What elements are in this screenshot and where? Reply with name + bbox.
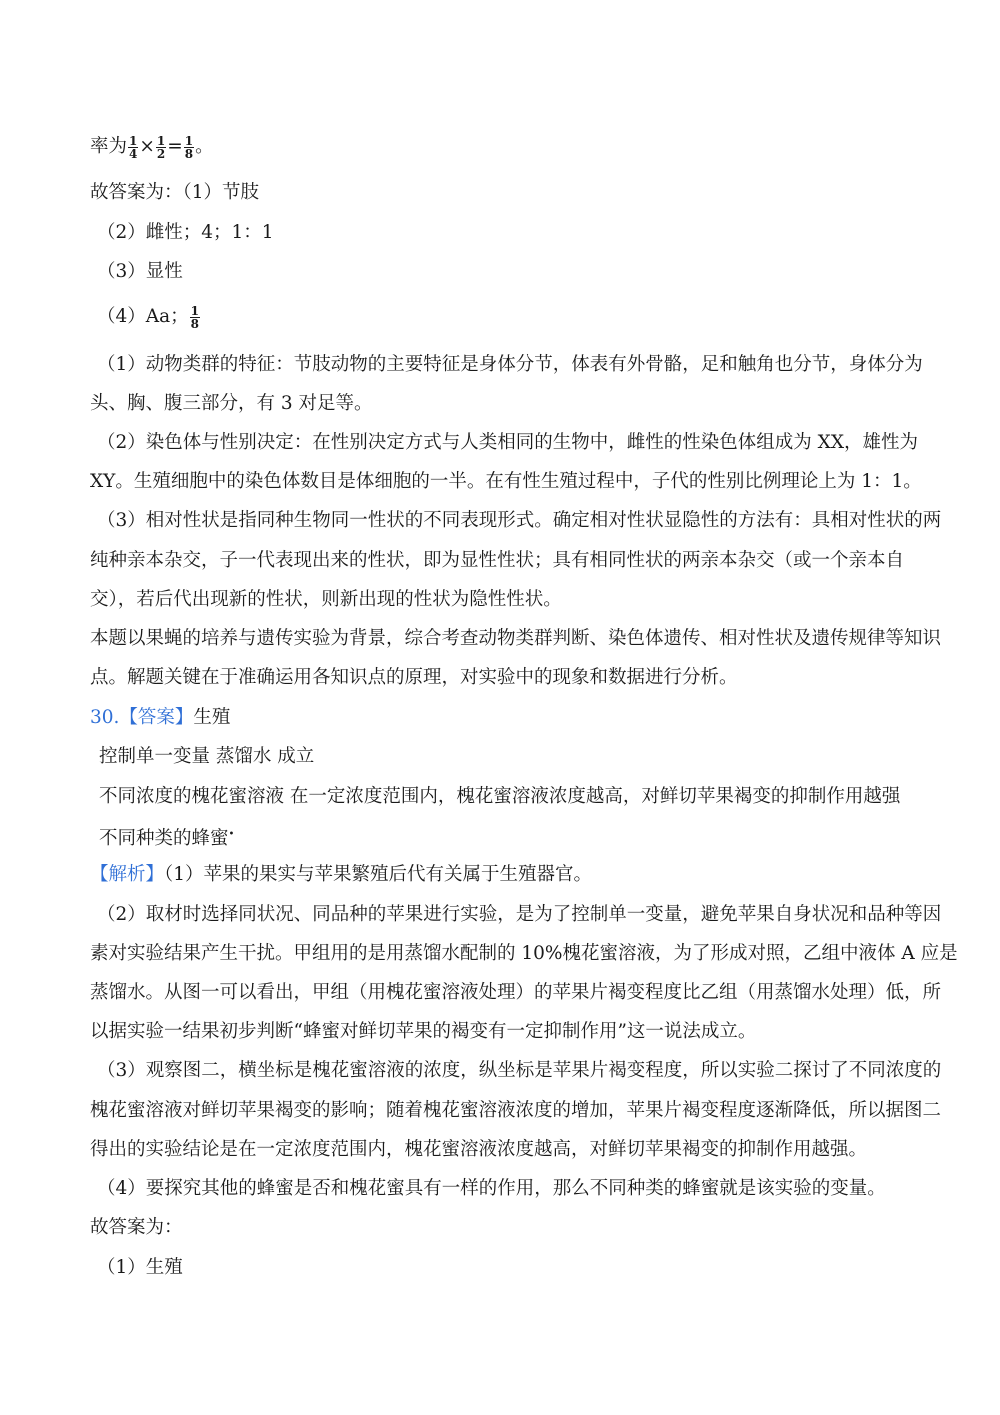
explanation-1b: 头、胸、腹三部分，有 3 对足等。 bbox=[90, 393, 373, 414]
answer-4 bbox=[97, 304, 201, 330]
fraction-one-eighth bbox=[190, 305, 200, 330]
analysis-3a: （3）观察图二，横坐标是槐花蜜溶液的浓度，纵坐标是苹果片褐变程度，所以实验二探讨了不同浓度的 bbox=[97, 1060, 942, 1081]
explanation-3c: 交），若后代出现新的性状，则新出现的性状为隐性性状。 bbox=[90, 589, 562, 610]
denominator: 4 bbox=[129, 146, 138, 161]
analysis-3c: 得出的实验结论是在一定浓度范围内，槐花蜜溶液浓度越高，对鲜切苹果褐变的抑制作用越强。 bbox=[90, 1139, 868, 1160]
numerator: 1 bbox=[190, 303, 200, 318]
text-fragment: （4）Aa； bbox=[97, 306, 189, 327]
denominator: 8 bbox=[184, 146, 194, 161]
numerator: 1 bbox=[156, 133, 166, 148]
text-fragment: 不同种类的蜂蜜 bbox=[99, 828, 229, 850]
fraction-one-quarter bbox=[128, 135, 138, 160]
analysis-1 bbox=[90, 862, 592, 888]
answer-heading: 故答案为：（1）节肢 bbox=[90, 182, 260, 203]
analysis-label: 【解析】 bbox=[90, 864, 165, 885]
answer-30-line4 bbox=[99, 822, 234, 852]
answer-text: 生殖 bbox=[193, 707, 231, 728]
answer-label: 30.【答案】 bbox=[90, 707, 194, 728]
text-fragment: 率为 bbox=[90, 136, 128, 157]
fraction-one-eighth bbox=[184, 135, 194, 160]
times-sign: × bbox=[139, 136, 155, 157]
explanation-2b: XY。生殖细胞中的染色体数目是体细胞的一半。在有性生殖过程中，子代的性别比例理论上为 1：1。 bbox=[90, 471, 922, 492]
denominator: 2 bbox=[156, 146, 166, 161]
dot-mark: • bbox=[228, 829, 235, 840]
explanation-1a: （1）动物类群的特征：节肢动物的主要特征是身体分节，体表有外骨骼，足和触角也分节，身体分为 bbox=[97, 354, 923, 375]
explanation-2a: （2）染色体与性别决定：在性别决定方式与人类相同的生物中，雌性的性染色体组成为 XX，雄性为 bbox=[97, 432, 918, 453]
numerator: 1 bbox=[184, 133, 194, 148]
summary-b: 点。解题关键在于准确运用各知识点的原理，对实验中的现象和数据进行分析。 bbox=[90, 667, 738, 688]
explanation-3b: 纯种亲本杂交，子一代表现出来的性状，即为显性性状；具有相同性状的两亲本杂交（或一个亲本自 bbox=[90, 550, 905, 571]
denominator: 8 bbox=[190, 316, 200, 331]
answer-30-line3: 不同浓度的槐花蜜溶液 在一定浓度范围内，槐花蜜溶液浓度越高，对鲜切苹果褐变的抑制作用越强 bbox=[99, 786, 901, 807]
final-answer-1: （1）生殖 bbox=[97, 1257, 183, 1278]
summary-a: 本题以果蝇的培养与遗传实验为背景，综合考查动物类群判断、染色体遗传、相对性状及遗传规律等知识 bbox=[90, 628, 942, 649]
fraction-one-half bbox=[156, 135, 166, 160]
probability-line bbox=[90, 134, 214, 160]
answer-2: （2）雌性；4；1：1 bbox=[97, 222, 274, 243]
equals-sign: = bbox=[167, 136, 183, 157]
analysis-2b: 素对实验结果产生干扰。甲组用的是用蒸馏水配制的 10%槐花蜜溶液，为了形成对照，乙组中液体 A 应是 bbox=[90, 943, 958, 964]
analysis-2d: 以据实验一结果初步判断“蜂蜜对鲜切苹果的褐变有一定抑制作用”这一说法成立。 bbox=[90, 1021, 757, 1042]
question-30-answer bbox=[90, 705, 230, 731]
analysis-3b: 槐花蜜溶液对鲜切苹果褐变的影响；随着槐花蜜溶液浓度的增加，苹果片褐变程度逐渐降低，所以据图二 bbox=[90, 1100, 942, 1121]
analysis-2c: 蒸馏水。从图一可以看出，甲组（用槐花蜜溶液处理）的苹果片褐变程度比乙组（用蒸馏水处理）低，所 bbox=[90, 982, 942, 1003]
analysis-4: （4）要探究其他的蜂蜜是否和槐花蜜具有一样的作用，那么不同种类的蜂蜜就是该实验的变量。 bbox=[97, 1178, 886, 1199]
answer-30-line2: 控制单一变量 蒸馏水 成立 bbox=[99, 746, 315, 767]
period: 。 bbox=[195, 136, 214, 157]
analysis-2a: （2）取材时选择同状况、同品种的苹果进行实验，是为了控制单一变量，避免苹果自身状况和品种等因 bbox=[97, 904, 942, 925]
final-answer-heading: 故答案为： bbox=[90, 1217, 183, 1238]
analysis-text: （1）苹果的果实与苹果繁殖后代有关属于生殖器官。 bbox=[164, 864, 593, 885]
explanation-3a: （3）相对性状是指同种生物同一性状的不同表现形式。确定相对性状显隐性的方法有：具相对性状的两 bbox=[97, 510, 942, 531]
numerator: 1 bbox=[129, 133, 138, 148]
answer-3: （3）显性 bbox=[97, 261, 183, 282]
